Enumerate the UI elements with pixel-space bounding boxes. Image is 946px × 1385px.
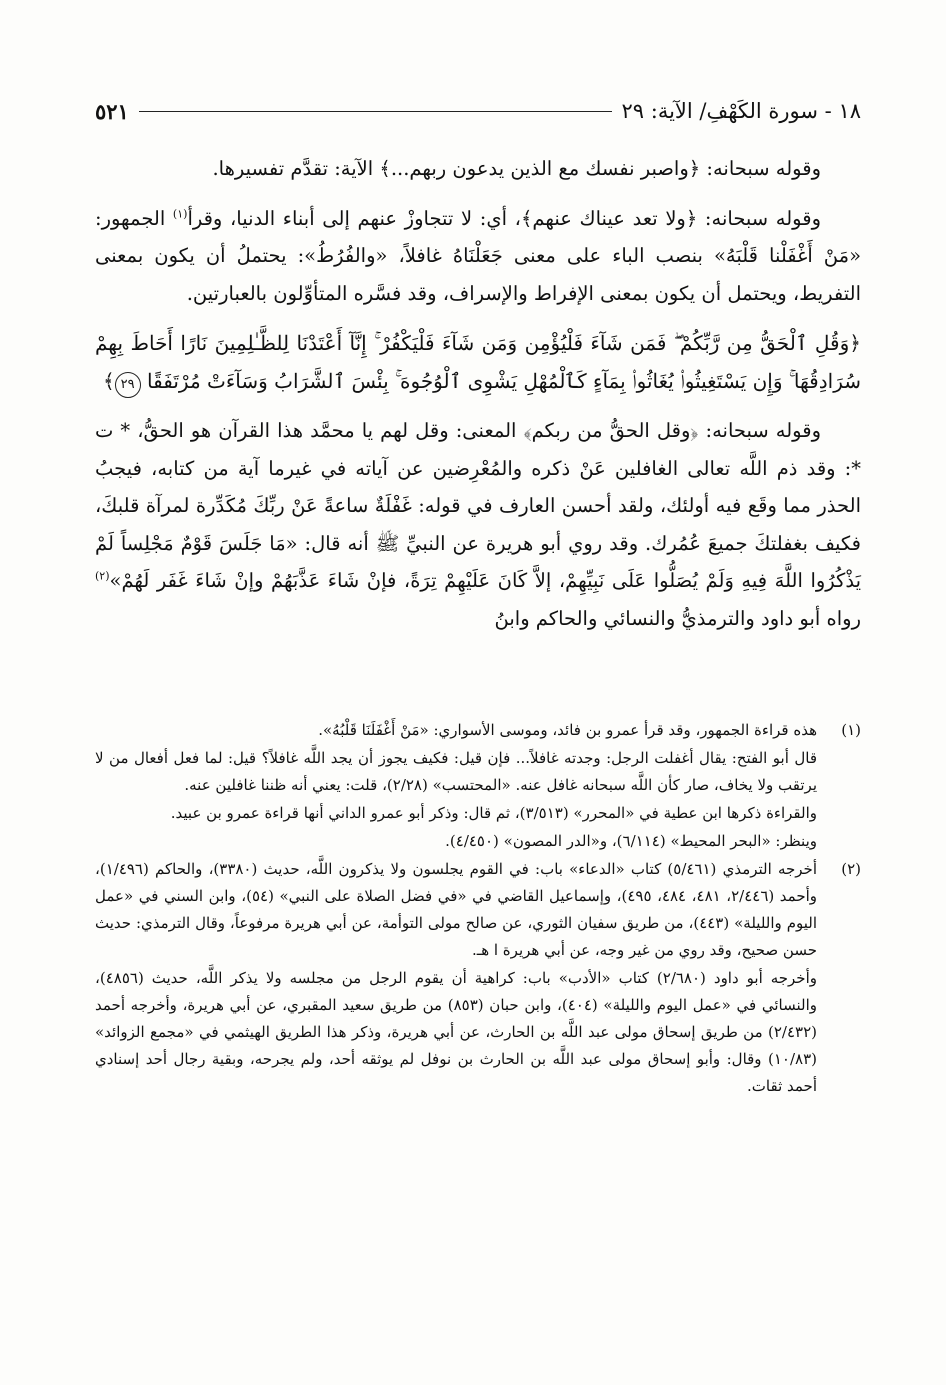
footnote-paragraph: والقراءة ذكرها ابن عطية في «المحرر» (٣/٥١٣)، ثم قال: وذكر أبو عمرو الداني أنها قراءة عمرو بن عبيد. <box>170 804 817 822</box>
footnote-2 <box>95 856 861 1100</box>
ayah-number-mark: ٢٩ <box>115 372 141 398</box>
footnote-number: (٢) <box>841 860 861 878</box>
footnote-paragraph: هذه قراءة الجمهور، وقد قرأ عمرو بن فائد، وموسى الأسواري: «مَنْ أَغْفَلَنَا قَلْبُهُ». <box>318 721 817 739</box>
footnote-paragraph: أخرجه الترمذي (٥/٤٦١) كتاب «الدعاء» باب: في القوم يجلسون ولا يذكرون اللَّه، حديث (٣٣٨٠)، والحاكم (١/٤٩٦)، وأحمد (٢/٤٤٦، ٤٨١، ٤٨٤، ٤٩٥)، وإسماعيل القاضي في «في فضل الصلاة على النبي» (٥٤)، وابن السني في «عمل اليوم والليلة» (٤٤٣)، من طريق سفيان الثوري، عن صالح مولى التوأمة، عن أبي هريرة مرفوعاً، وقال الترمذي: حديث حسن صحيح، وقد روي من غير وجه، عن أبي هريرة ا هـ. <box>95 860 818 959</box>
footnote-1 <box>95 717 861 855</box>
footnote-body <box>95 856 817 1100</box>
footnote-ref-1[interactable]: (١) <box>172 207 188 220</box>
paragraph-3-start: وقوله سبحانه: ﴿وقل الحقُّ من ربكم﴾ المعنى: وقل لهم يا محمَّد هذا القرآن هو الحقُّ، * ت *: وقد ذم اللَّه تعالى الغافلين عَنْ ذكره والمُعْرِضين عن آياته في غيرما آية من كتابه، فيجبُ الحذر مما وقَع فيه أولئك، ولقد أحسن العارف في قوله: غَفْلَةٌ ساعةً عَنْ ربِّكَ مُكَدِّرة لمرآة قلبكَ، فكيف بغفلتكَ جميعَ عُمُرك. وقد روي أبو هريرة عن النبيِّ ﷺ أنه قال: «مَا جَلَسَ قَوْمٌ مَجْلِساً لَمْ يَذْكُرُوا اللَّهَ فِيهِ وَلَمْ يُصَلُّوا عَلَى نَبِيِّهِمْ، إلاَّ كَانَ عَلَيْهِمْ تِرَةً، فإنْ شَاءَ عَذَّبَهُمْ وإنْ شَاءَ غَفَر لَهُمْ» <box>95 419 861 592</box>
paragraph-2-rest: الجمهور: «مَنْ أَغْفَلْنا قَلْبَهُ» بنصب الباء على معنى جَعَلْنَاهُ غافلاً، «والفُرُطُ»: يحتملُ أن يكون بمعنى التفريط، ويحتمل أن يكون بمعنى الإفراط والإسراف، وقد فسَّره المتأوِّلون بالعبارتين. <box>95 206 861 305</box>
verse-text: ﴿وَقُلِ ٱلْحَقُّ مِن رَّبِّكُمْ ۖ فَمَن شَآءَ فَلْيُؤْمِن وَمَن شَآءَ فَلْيَكْفُرْ ۚ إِنَّآ أَعْتَدْنَا لِلظَّـٰلِمِينَ نَارًا أَحَاطَ بِهِمْ سُرَادِقُهَا ۚ وَإِن يَسْتَغِيثُوا۟ يُغَاثُوا۟ بِمَآءٍ كَٱلْمُهْلِ يَشْوِى ٱلْوُجُوهَ ۚ بِئْسَ ٱلشَّرَابُ وَسَآءَتْ مُرْتَفَقًا <box>95 331 861 393</box>
quran-verse <box>95 324 861 400</box>
paragraph-3-rest: رواه أبو داود والترمذيُّ والنسائي والحاكم وابنُ <box>494 606 861 630</box>
footnote-ref-2[interactable]: (٢) <box>95 569 110 583</box>
paragraph-2-start: وقوله سبحانه: ﴿ولا تعد عيناك عنهم﴾، أي: لا تتجاوزْ عنهم إلى أبناء الدنيا، وقرأ <box>187 206 821 230</box>
page-number: ٥٢١ <box>95 98 129 124</box>
running-header <box>95 96 861 126</box>
main-text <box>95 150 861 637</box>
footnote-body <box>95 717 817 855</box>
footnote-paragraph: قال أبو الفتح: يقال أغفلت الرجل: وجدته غافلاً... فإن قيل: فكيف يجوز أن يجد اللَّه غافلاً؟ قيل: لما فعل أفعال من لا يرتقب ولا يخاف، صار كأن اللَّه سبحانه غافل عنه. «المحتسب» (٢/٢٨)، قلت: يعني أنه ظننا غافلين عنه. <box>95 749 817 794</box>
paragraph-2 <box>95 200 861 313</box>
verse-close-bracket: ﴾ <box>102 369 115 393</box>
footnote-paragraph: وأخرجه أبو داود (٢/٦٨٠) كتاب «الأدب» باب: كراهية أن يقوم الرجل من مجلسه ولا يذكر اللَّه، حديث (٤٨٥٦)، والنسائي في «عمل اليوم والليلة» (٤٠٤)، وابن حبان (٨٥٣) من طريق سعيد المقبري، عن أبي هريرة، وأخرجه أحمد (٢/٤٣٢) من طريق إسحاق مولى عبد اللَّه بن الحارث، عن أبي هريرة، وذكر هذا الطريق الهيثمي في «مجمع الزوائد» (١٠/٨٣) وقال: وأبو إسحاق مولى عبد اللَّه بن الحارث بن نوفل لم يوثقه أحد، ولم يجرحه، وبقية رجال أحد إسنادي أحمد ثقات. <box>95 969 818 1095</box>
paragraph-1: وقوله سبحانه: ﴿واصبر نفسك مع الذين يدعون ربهم...﴾ الآية: تقدَّم تفسيرها. <box>212 157 821 180</box>
header-rule <box>139 111 612 112</box>
footnote-paragraph: وينظر: «البحر المحيط» (٦/١١٤)، و«الدر المصون» (٤/٤٥٠). <box>445 832 817 850</box>
footnotes <box>95 717 861 1100</box>
surah-header-title: ١٨ - سورة الكَهْفِ/ الآية: ٢٩ <box>621 99 861 123</box>
footnote-number: (١) <box>841 721 861 739</box>
paragraph-3 <box>95 412 861 637</box>
